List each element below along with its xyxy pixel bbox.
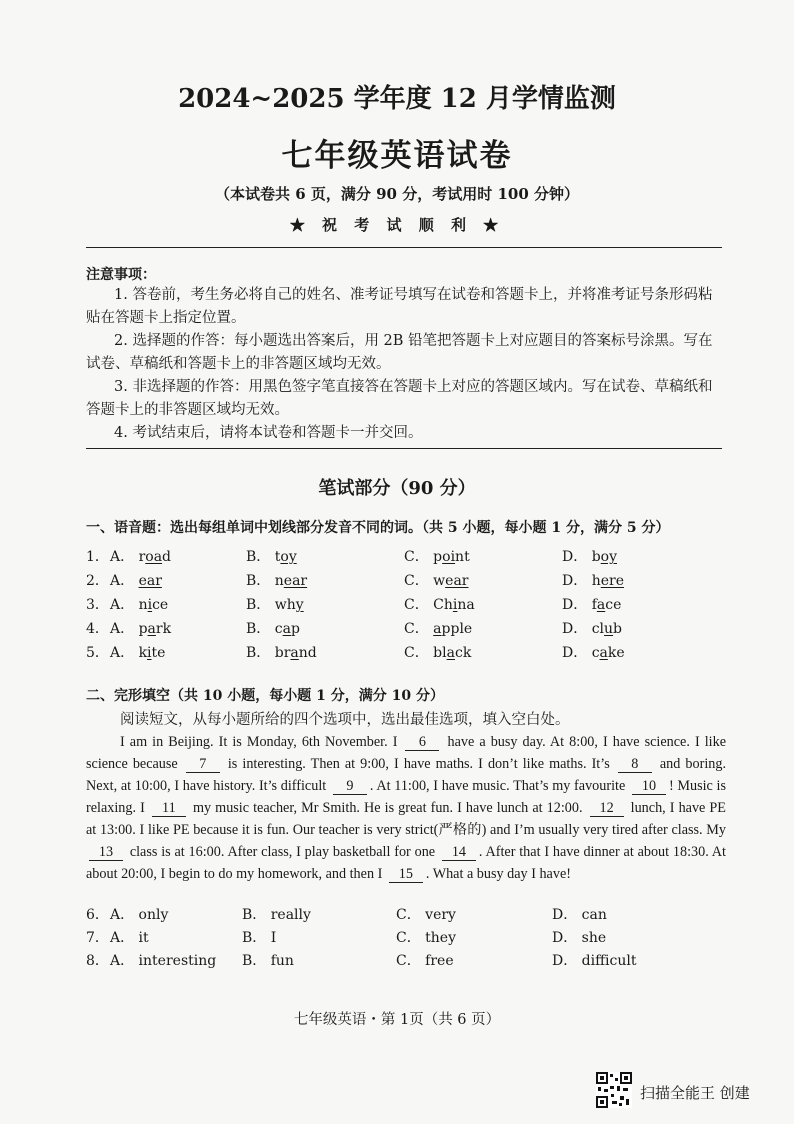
option-a: A． it <box>110 930 149 946</box>
passage-text: . What a busy day I have! <box>425 866 571 882</box>
passage-text: have a busy day. At 8:00, I have science. I like science because <box>86 734 726 772</box>
scanner-watermark: 扫描全能王 创建 <box>640 1084 750 1102</box>
passage-text: is interesting. Then at 9:00, I have maths. I don’t like maths. It’s <box>222 756 615 772</box>
option-a: A． road <box>110 549 172 565</box>
cloze-blank: 14 <box>442 845 476 861</box>
passage-text: . After that I have dinner at about 18:30. At about 20:00, I begin to do my homework, and then I <box>86 844 726 882</box>
cloze-blank: 13 <box>89 845 123 861</box>
notice-item-2: 2. 选择题的作答：每小题选出答案后，用 2B 铅笔把答题卡上对应题目的答案标号涂黑。写在试卷、草稿纸和答题卡上的非答题区域均无效。 <box>86 333 713 372</box>
cloze-blank: 6 <box>405 735 439 751</box>
notice-item-4: 4. 考试结束后，请将本试卷和答题卡一并交回。 <box>114 425 423 441</box>
divider-top <box>86 247 722 248</box>
option-b: B． really <box>242 907 311 923</box>
passage-text: and boring. Next, at 10:00, I have history. It’s difficult <box>86 756 726 794</box>
question-number: 5． <box>86 645 109 661</box>
exam-title-line1: 2024~2025 学年度 12 月学情监测 <box>178 84 616 114</box>
option-a: A． park <box>110 621 172 637</box>
cloze-passage <box>86 731 726 885</box>
option-a: A． ear <box>110 573 162 589</box>
option-b: B． toy <box>246 549 297 565</box>
part2-title: 二、完形填空（共 10 小题，每小题 1 分，满分 10 分） <box>86 688 444 704</box>
option-c: C． black <box>404 645 472 661</box>
option-d: D． she <box>552 930 607 946</box>
cloze-blank: 15 <box>389 867 423 883</box>
cloze-blank: 7 <box>186 757 220 773</box>
option-c: C． point <box>404 549 470 565</box>
question-number: 4． <box>86 621 109 637</box>
option-a: A． nice <box>110 597 169 613</box>
passage-text: lunch, I have PE at 13:00. I like PE because it is fun. Our teacher is very strict(严格的) and I’m usually very tired after class. My <box>86 800 726 838</box>
question-number: 8． <box>86 953 109 969</box>
option-b: B． cap <box>246 621 300 637</box>
cloze-blank: 9 <box>333 779 367 795</box>
option-d: D． cake <box>562 645 625 661</box>
option-b: B． fun <box>242 953 294 969</box>
option-d: D． can <box>552 907 607 923</box>
option-b: B． brand <box>246 645 317 661</box>
option-b: B． I <box>242 930 277 946</box>
passage-text: I am in Beijing. It is Monday, 6th November. I <box>120 734 403 750</box>
option-d: D． face <box>562 597 622 613</box>
part2-instruction: 阅读短文，从每小题所给的四个选项中，选出最佳选项，填入空白处。 <box>120 712 570 728</box>
page-footer: 七年级英语・第 1页（共 6 页） <box>293 1012 501 1028</box>
option-d: D． boy <box>562 549 617 565</box>
passage-text: my music teacher, Mr Smith. He is great fun. I have lunch at 12:00. <box>188 800 587 816</box>
notice-title: 注意事项： <box>86 267 156 283</box>
cloze-blank: 8 <box>618 757 652 773</box>
question-number: 2． <box>86 573 109 589</box>
option-b: B． why <box>246 597 304 613</box>
option-c: C． free <box>396 953 454 969</box>
notice-item-1: 1. 答卷前，考生务必将自己的姓名、准考证号填写在试卷和答题卡上，并将准考证号条形码粘贴在答题卡上指定位置。 <box>86 287 713 326</box>
option-d: D． difficult <box>552 953 637 969</box>
passage-text: ! Music is relaxing. I <box>86 778 727 816</box>
qr-code-icon <box>596 1072 632 1108</box>
option-b: B． near <box>246 573 308 589</box>
passage-text: class is at 16:00. After class, I play basketball for one <box>126 844 439 860</box>
option-c: C． apple <box>404 621 473 637</box>
passage-text: . At 11:00, I have music. That’s my favourite <box>369 778 629 794</box>
exam-title-main: 七年级英语试卷 <box>281 138 513 174</box>
question-number: 3． <box>86 597 109 613</box>
option-d: D． club <box>562 621 623 637</box>
good-luck-banner: ★ 祝 考 试 顺 利 ★ <box>289 216 505 234</box>
notice-item-3: 3. 非选择题的作答：用黑色签字笔直接答在答题卡上对应的答题区域内。写在试卷、草稿纸和答题卡上的非答题区域均无效。 <box>86 379 713 418</box>
option-c: C． very <box>396 907 456 923</box>
exam-subtitle: （本试卷共 6 页，满分 90 分，考试用时 100 分钟） <box>215 185 579 203</box>
option-d: D． here <box>562 573 624 589</box>
option-a: A． interesting <box>110 953 217 969</box>
written-section-title: 笔试部分（90 分） <box>318 478 476 499</box>
option-c: C． China <box>404 597 475 613</box>
cloze-blank: 11 <box>152 801 186 817</box>
option-a: A． only <box>110 907 169 923</box>
question-number: 6． <box>86 907 109 923</box>
option-c: C． wear <box>404 573 469 589</box>
question-number: 7． <box>86 930 109 946</box>
option-c: C． they <box>396 930 456 946</box>
cloze-blank: 10 <box>632 779 666 795</box>
question-number: 1． <box>86 549 109 565</box>
cloze-blank: 12 <box>590 801 624 817</box>
option-a: A． kite <box>110 645 166 661</box>
part1-title: 一、语音题：选出每组单词中划线部分发音不同的词。（共 5 小题，每小题 1 分，满分 5 分） <box>86 520 670 536</box>
divider-notice <box>86 448 722 449</box>
